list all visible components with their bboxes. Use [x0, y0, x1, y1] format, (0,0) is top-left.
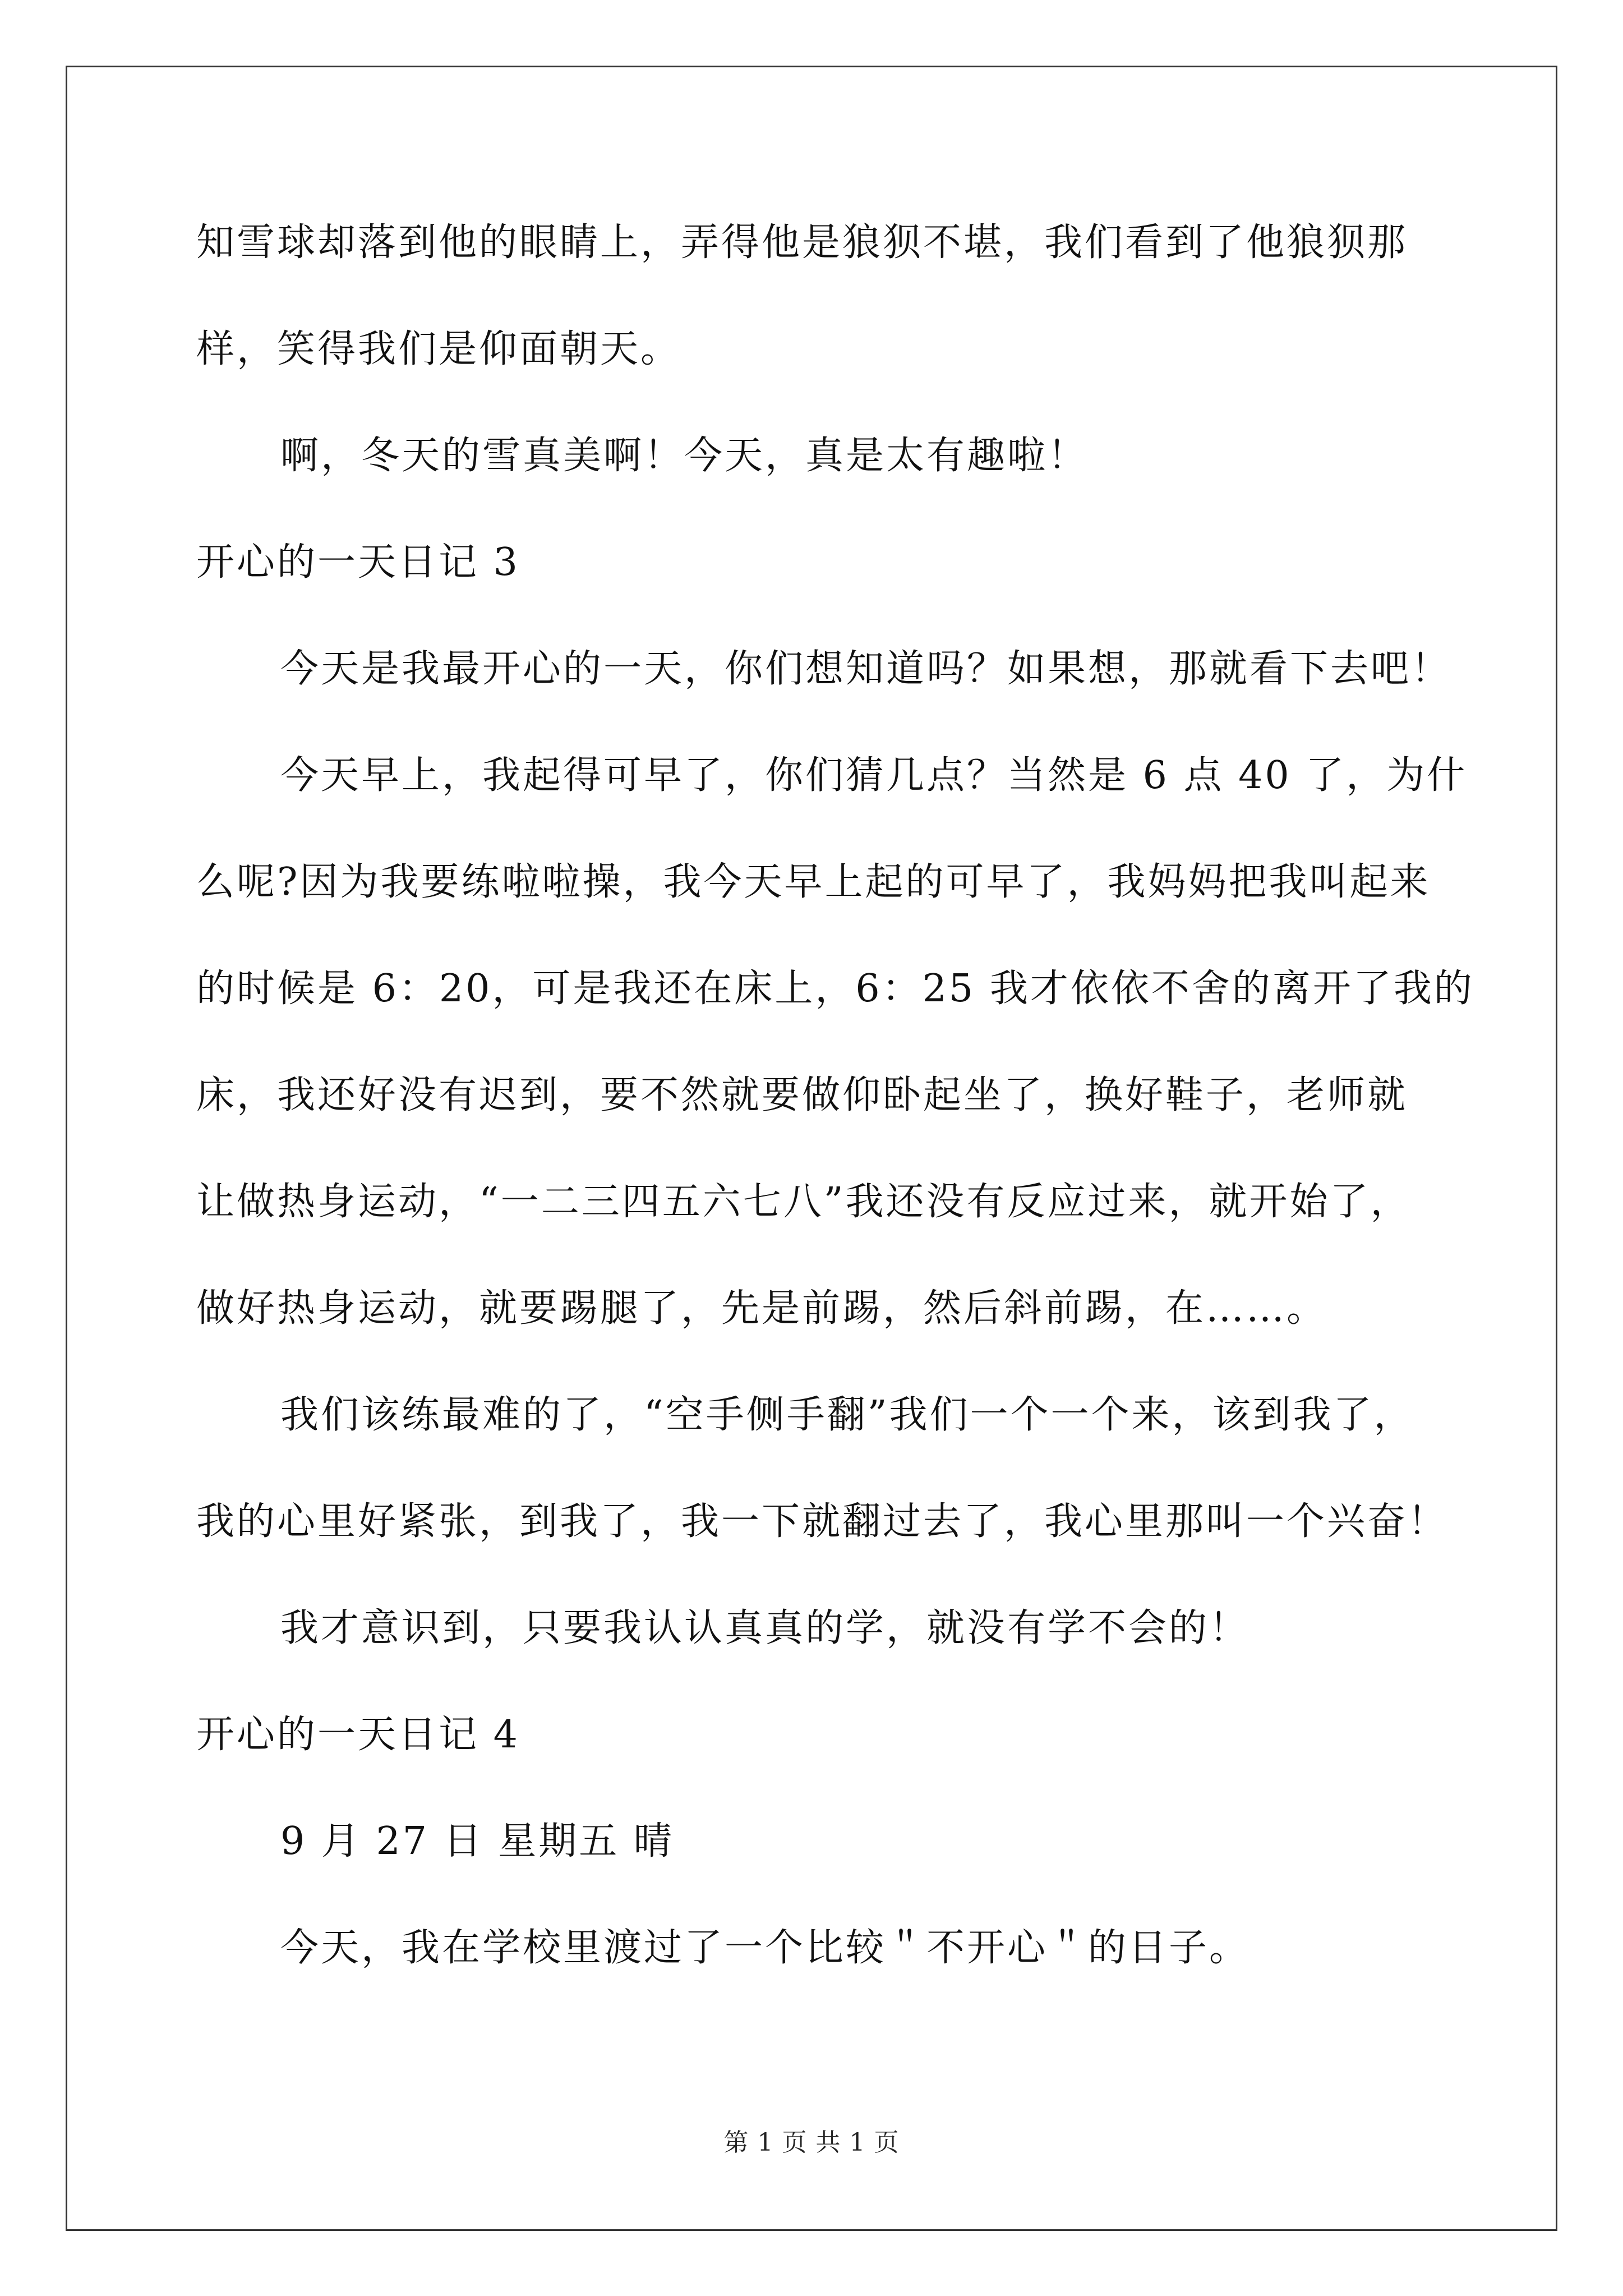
- paragraph-line: 今天是我最开心的一天，你们想知道吗？如果想，那就看下去吧！: [280, 647, 1452, 691]
- page-footer: 第 1 页 共 1 页: [723, 2128, 900, 2157]
- section-heading: 开心的一天日记 4: [196, 1713, 520, 1757]
- paragraph-line: 啊，冬天的雪真美啊！今天，真是太有趣啦！: [280, 434, 1089, 478]
- section-heading: 开心的一天日记 3: [196, 540, 520, 585]
- paragraph-line: 我才意识到，只要我认认真真的学，就没有学不会的！: [280, 1606, 1250, 1650]
- paragraph-line: 知雪球却落到他的眼睛上，弄得他是狼狈不堪，我们看到了他狼狈那: [196, 220, 1408, 265]
- paragraph-line: 样，笑得我们是仰面朝天。: [196, 327, 681, 371]
- date-line: 9 月 27 日 星期五 晴: [280, 1819, 674, 1864]
- page-frame: [66, 66, 1557, 2231]
- paragraph-line: 床，我还好没有迟到，要不然就要做仰卧起坐了，换好鞋子，老师就: [196, 1073, 1408, 1117]
- paragraph-line: 么呢?因为我要练啦啦操，我今天早上起的可早了，我妈妈把我叫起来: [196, 860, 1431, 904]
- paragraph-line: 的时候是 6：20，可是我还在床上，6：25 我才依依不舍的离开了我的: [196, 967, 1474, 1011]
- paragraph-line: 今天，我在学校里渡过了一个比较＂不开心＂的日子。: [280, 1926, 1250, 1970]
- paragraph-line: 今天早上，我起得可早了，你们猜几点？当然是 6 点 40 了，为什: [280, 753, 1468, 798]
- paragraph-line: 做好热身运动，就要踢腿了，先是前踢，然后斜前踢，在……。: [196, 1286, 1327, 1331]
- paragraph-line: 让做热身运动，“一二三四五六七八”我还没有反应过来，就开始了，: [196, 1180, 1411, 1224]
- paragraph-line: 我的心里好紧张，到我了，我一下就翻过去了，我心里那叫一个兴奋！: [196, 1499, 1449, 1544]
- paragraph-line: 我们该练最难的了，“空手侧手翻”我们一个一个来，该到我了，: [280, 1393, 1414, 1437]
